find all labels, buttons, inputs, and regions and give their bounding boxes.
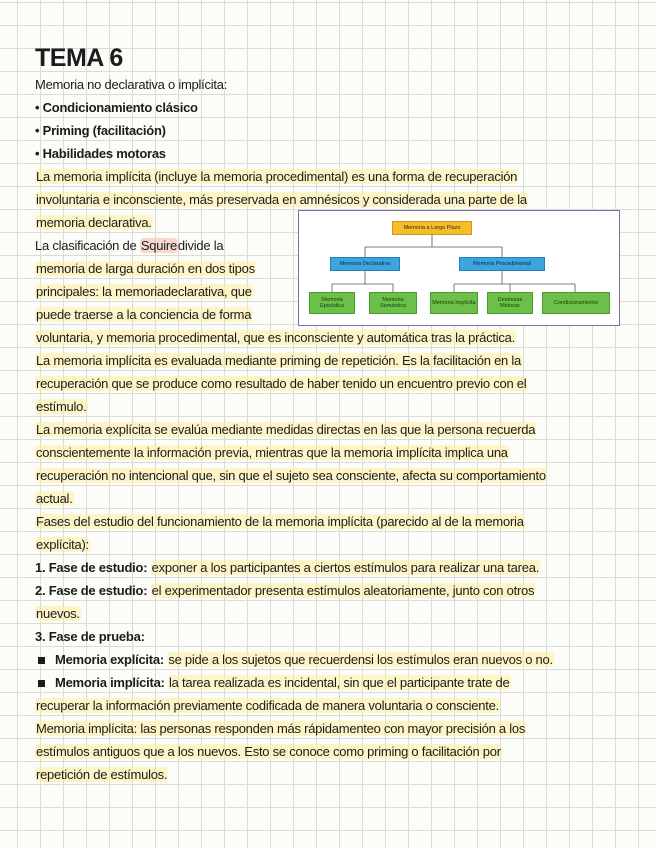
phase-3-label: 3. Fase de prueba: xyxy=(35,629,145,644)
para4-line3-text: recuperación no intencional que, sin que el sujeto sea consciente, afecta su comportamiento xyxy=(36,468,546,483)
subitem-explicit-text: se pide a los sujetos que recuerdensi los estímulos eran nuevos o no. xyxy=(168,652,553,667)
para2-line5-text: voluntaria, y memoria procedimental, que es inconsciente y automática tras la práctica. xyxy=(36,330,515,345)
square-bullet-icon xyxy=(38,657,45,664)
para6-line1 xyxy=(35,720,526,737)
bullet-text: • Habilidades motoras xyxy=(35,146,166,161)
bullet-priming xyxy=(35,122,166,139)
para1-line3 xyxy=(35,214,153,231)
para4-line4-text: actual. xyxy=(36,491,73,506)
para1-line2-text: involuntaria e inconsciente, más preservada en amnésicos y considerada una parte de la xyxy=(36,192,527,207)
subitem-implicit-label: Memoria implícita: xyxy=(55,675,165,690)
para5-line2-text: explícita): xyxy=(36,537,89,552)
subitem-explicit xyxy=(35,651,554,668)
para2-line5 xyxy=(35,329,516,346)
para4-line2-text: conscientemente la información previa, mientras que la memoria implícita implica una xyxy=(36,445,508,460)
squire-highlight: Squire xyxy=(140,238,177,253)
node-implicit-memory: Memoria Implícita xyxy=(430,292,478,314)
para2-line2 xyxy=(35,260,256,277)
para3-line1-text: La memoria implícita es evaluada mediante priming de repetición. Es la facilitación en la xyxy=(36,353,522,368)
phase-2-cont xyxy=(35,605,81,622)
para3-line3 xyxy=(35,398,88,415)
para1-line3-text: memoria declarativa. xyxy=(36,215,152,230)
para6-line1-text: Memoria implícita: las personas responden más rápidamenteo con mayor precisión a los xyxy=(36,721,526,736)
node-episodic-memory: Memoria Episódica xyxy=(309,292,355,314)
para2-line3-text: principales: la memoriadeclarativa, que xyxy=(36,284,252,299)
node-conditioning: Condicionamiento xyxy=(542,292,610,314)
page-title: TEMA 6 xyxy=(35,44,123,72)
square-bullet-icon xyxy=(38,680,45,687)
para4-line3 xyxy=(35,467,547,484)
para5-line1 xyxy=(35,513,525,530)
para4-line4 xyxy=(35,490,74,507)
para2-line1c: divide la xyxy=(177,238,224,253)
phase-2-cont-text: nuevos. xyxy=(36,606,80,621)
para5-line2 xyxy=(35,536,90,553)
node-declarative-memory: Memoria Declarativa xyxy=(330,257,400,271)
node-motor-skills: Destrezas Motoras xyxy=(487,292,533,314)
bullet-classical-conditioning xyxy=(35,99,198,116)
para1-line2 xyxy=(35,191,528,208)
para2-line4-text: puede traerse a la conciencia de forma xyxy=(36,307,252,322)
bullet-motor-skills xyxy=(35,145,166,162)
node-procedural-memory: Memoria Procedimental xyxy=(459,257,545,271)
para6-line2 xyxy=(35,743,502,760)
subitem-implicit-text: la tarea realizada es incidental, sin que el participante trate de xyxy=(169,675,510,690)
node-long-term-memory: Memoria a Largo Plazo xyxy=(392,221,472,235)
para6-line2-text: estímulos antiguos que a los nuevos. Esto se conoce como priming o facilitación por xyxy=(36,744,501,759)
para3-line2 xyxy=(35,375,527,392)
phase-2 xyxy=(35,582,535,599)
para3-line2-text: recuperación que se produce como resultado de haber tenido un encuentro previo con el xyxy=(36,376,527,391)
para2-line4 xyxy=(35,306,252,323)
para1-line1 xyxy=(35,168,518,185)
bullet-text: • Condicionamiento clásico xyxy=(35,100,198,115)
subitem-implicit xyxy=(35,674,511,691)
para6-line3-text: repetición de estímulos. xyxy=(36,767,168,782)
para2-line1a: La clasificación de xyxy=(35,238,140,253)
bullet-text: • Priming (facilitación) xyxy=(35,123,166,138)
para4-line1-text: La memoria explícita se evalúa mediante medidas directas en las que la persona recuerda xyxy=(36,422,536,437)
node-semantic-memory: Memoria Semántica xyxy=(369,292,417,314)
memory-classification-diagram xyxy=(298,210,620,326)
phase-1-label: 1. Fase de estudio: xyxy=(35,560,148,575)
para1-line1-text: La memoria implícita (incluye la memoria procedimental) es una forma de recuperación xyxy=(36,169,518,184)
para2-line1 xyxy=(35,237,223,254)
phase-2-label: 2. Fase de estudio: xyxy=(35,583,148,598)
para2-line3 xyxy=(35,283,253,300)
para2-line2-text: memoria de larga duración en dos tipos xyxy=(36,261,255,276)
phase-1-text: exponer a los participantes a ciertos estímulos para realizar una tarea. xyxy=(151,560,540,575)
para3-line3-text: estímulo. xyxy=(36,399,87,414)
phase-1 xyxy=(35,559,540,576)
para3-line1 xyxy=(35,352,522,369)
subitem-implicit-cont xyxy=(35,697,500,714)
para4-line2 xyxy=(35,444,509,461)
subitem-implicit-cont-text: recuperar la información previamente codificada de manera voluntaria o consciente. xyxy=(36,698,499,713)
para4-line1 xyxy=(35,421,536,438)
para6-line3 xyxy=(35,766,168,783)
phase-2-text: el experimentador presenta estímulos aleatoriamente, junto con otros xyxy=(151,583,535,598)
subitem-explicit-label: Memoria explícita: xyxy=(55,652,164,667)
intro-line: Memoria no declarativa o implícita: xyxy=(35,77,228,92)
para5-line1-text: Fases del estudio del funcionamiento de la memoria implícita (parecido al de la memoria xyxy=(36,514,524,529)
phase-3 xyxy=(35,628,145,645)
